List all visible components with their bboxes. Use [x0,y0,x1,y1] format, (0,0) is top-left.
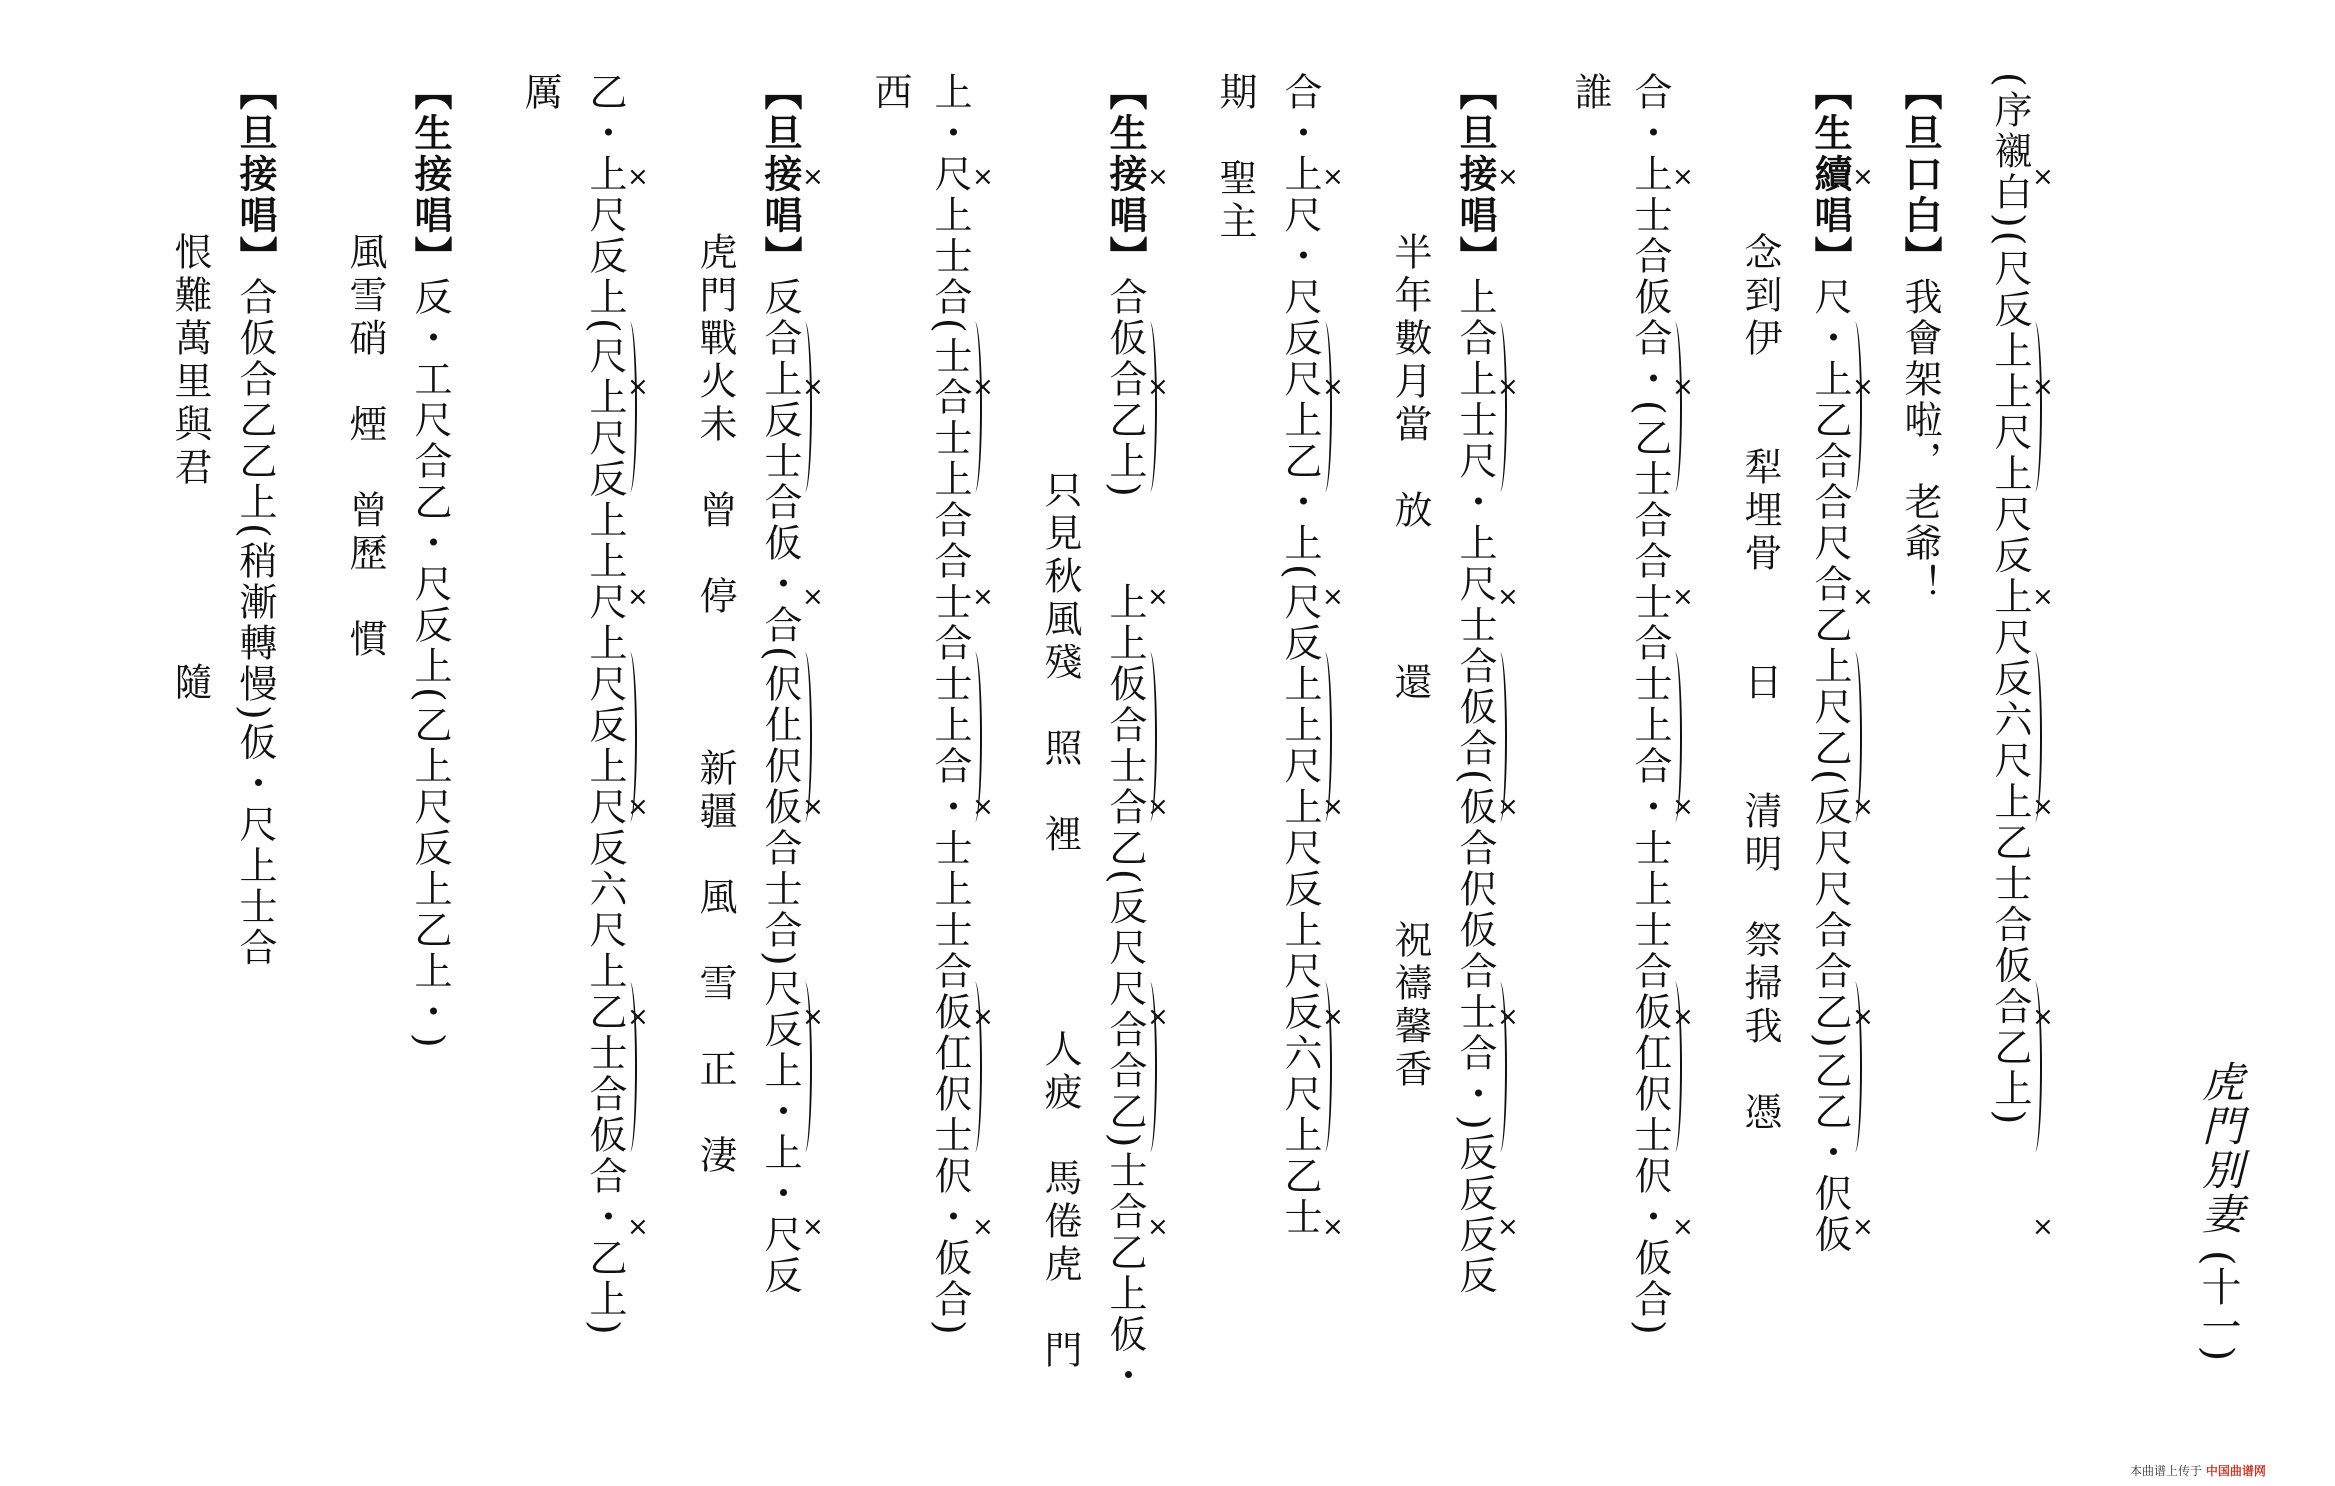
beat-mark-icon: × [1672,1212,1694,1242]
notation-column [1278,72,1322,1238]
slur-icon [1318,982,1332,1152]
lyric-column [868,72,912,115]
lyric-text: 只見秋風殘 照 裡 人疲 馬倦虎 門 [1038,470,1082,1373]
beat-mark-icon: × [627,372,649,402]
beat-mark-icon: × [1852,792,1874,822]
lyric-column [1568,72,1612,115]
beat-mark-icon: × [1322,162,1344,192]
beat-mark-icon: × [1852,1002,1874,1032]
beat-mark-icon: × [2032,1212,2054,1242]
beat-mark-icon: × [972,162,994,192]
beat-mark-icon: × [1497,582,1519,612]
beat-mark-icon: × [802,792,824,822]
beat-mark-icon: × [627,582,649,612]
notation-text: 上・尺上士合(士合士上合合士合士上合・士上士合仮仜伬士伬・仮合) [928,72,972,1338]
notation-column [233,72,278,969]
beat-mark-icon: × [1672,372,1694,402]
lyric-text: 虎門戰火未 曾 停 新疆 風 雪 正 淒 [693,232,737,1178]
notation-column [758,72,803,1297]
beat-mark-icon: × [2032,372,2054,402]
slur-icon [798,322,812,492]
role-marker: 【生接唱】 [1103,72,1148,277]
slur-icon [1848,652,1862,822]
lyric-text: 念到伊 犁埋骨 日 清明 祭掃我 憑 [1738,232,1782,1135]
lyric-column [1038,470,1082,1373]
lyric-column [1388,232,1432,1092]
beat-mark-icon: × [627,1212,649,1242]
slur-icon [623,982,637,1152]
slur-icon [968,652,982,822]
slur-icon [623,652,637,822]
slur-icon [1493,982,1507,1152]
lyric-text: 西 [868,72,912,115]
slur-icon [798,652,812,822]
beat-mark-icon: × [2032,162,2054,192]
beat-mark-icon: × [802,1212,824,1242]
beat-mark-icon: × [1852,582,1874,612]
slur-icon [1493,652,1507,822]
notation-column [1103,72,1148,1397]
slur-icon [2028,982,2042,1152]
lyric-column [1738,232,1782,1135]
lyric-column [168,232,212,705]
beat-mark-icon: × [1852,1212,1874,1242]
slur-icon [1848,982,1862,1152]
slur-icon [2028,322,2042,492]
role-marker: 【生接唱】 [408,72,453,277]
notation-column [1988,72,2032,1128]
notation-column [1628,72,1672,1338]
slur-icon [1668,322,1682,492]
slur-icon [1493,322,1507,492]
notation-column [583,72,627,1338]
lyric-text: 厲 [518,72,562,115]
beat-mark-icon: × [1147,792,1169,822]
footer-credit [2130,1462,2266,1479]
page-number: (十一) [2195,1250,2241,1362]
beat-mark-icon: × [1322,1212,1344,1242]
slur-icon [798,982,812,1152]
beat-mark-icon: × [627,1002,649,1032]
beat-mark-icon: × [1147,582,1169,612]
beat-mark-icon: × [1672,792,1694,822]
lyric-text: 誰 [1568,72,1612,115]
notation-text: 我會架啦，老爺！ [1898,277,1942,605]
slur-icon [2028,652,2042,822]
beat-mark-icon: × [1322,372,1344,402]
notation-column [1453,72,1498,1297]
beat-mark-icon: × [1497,1002,1519,1032]
beat-mark-icon: × [1497,792,1519,822]
slur-icon [1318,322,1332,492]
lyric-column [518,72,562,115]
beat-mark-icon: × [802,372,824,402]
notation-column [408,72,453,1051]
slur-icon [1848,322,1862,492]
role-marker: 【旦口白】 [1898,72,1943,277]
notation-text: 反・工尺合乙・尺反上(乙上尺反上乙上・) [408,277,452,1051]
lyric-text: 恨難萬里與君 隨 [168,232,212,705]
notation-text: (序襯白)(尺反上上尺上尺反上尺反六尺上乙士合仮合乙上) [1988,72,2032,1128]
role-marker: 【生續唱】 [1808,72,1853,277]
slur-icon [1668,652,1682,822]
beat-mark-icon: × [1147,1212,1169,1242]
beat-mark-icon: × [1672,1002,1694,1032]
beat-mark-icon: × [1497,1212,1519,1242]
slur-icon [623,322,637,492]
role-marker: 【旦接唱】 [233,72,278,277]
beat-mark-icon: × [1147,372,1169,402]
lyric-column [693,232,737,1178]
beat-mark-icon: × [972,372,994,402]
notation-column [928,72,972,1338]
beat-mark-icon: × [1672,582,1694,612]
lyric-text: 風雪硝 煙 曾歷 慣 [343,232,387,662]
lyric-text: 期 聖主 [1213,72,1257,244]
beat-mark-icon: × [1497,372,1519,402]
beat-mark-icon: × [1322,582,1344,612]
slur-icon [1143,982,1157,1152]
slur-icon [968,982,982,1152]
slur-icon [1143,652,1157,822]
footer-note: 本曲谱上传于 [2130,1464,2203,1478]
notation-column [1808,72,1853,1256]
beat-mark-icon: × [972,792,994,822]
notation-text: 合仮合乙上) 上上仮合士合乙(反尺尺合合乙)士合乙上仮・ [1103,277,1147,1397]
role-marker: 【旦接唱】 [758,72,803,277]
beat-mark-icon: × [1147,162,1169,192]
beat-mark-icon: × [2032,792,2054,822]
lyric-column [1213,72,1257,244]
beat-mark-icon: × [1147,1002,1169,1032]
slur-icon [1668,982,1682,1152]
beat-mark-icon: × [627,162,649,192]
notation-text: 上合上士尺・上尺士合仮合(仮合伬仮合士合・)反反反反 [1453,277,1497,1297]
beat-mark-icon: × [1852,372,1874,402]
slur-icon [1318,652,1332,822]
notation-column [1898,72,1943,605]
notation-text: 合・上尺・尺反尺上乙・上(尺反上上尺上尺反上尺反六尺上乙士 [1278,72,1322,1238]
footer-brand: 中国曲谱网 [2205,1464,2266,1478]
page-title: 虎門別妻 [2196,1060,2245,1236]
beat-mark-icon: × [1322,792,1344,822]
role-marker: 【旦接唱】 [1453,72,1498,277]
beat-mark-icon: × [802,162,824,192]
beat-mark-icon: × [972,582,994,612]
notation-text: 反合上反士合仮・合(伬仩伬仮合士合)尺反上・上・尺反 [758,277,802,1297]
notation-text: 合仮合乙乙上(稍漸轉慢)仮・尺上士合 [233,277,277,969]
lyric-text: 半年數月當 放 還 祝禱馨香 [1388,232,1432,1092]
beat-mark-icon: × [1497,162,1519,192]
slur-icon [968,322,982,492]
notation-text: 尺・上乙合合尺合乙上尺乙(反尺尺合合乙)乙乙・伬仮 [1808,277,1852,1256]
beat-mark-icon: × [1852,162,1874,192]
beat-mark-icon: × [1672,162,1694,192]
beat-mark-icon: × [972,1002,994,1032]
lyric-column [343,232,387,662]
beat-mark-icon: × [1322,1002,1344,1032]
beat-mark-icon: × [627,792,649,822]
beat-mark-icon: × [2032,582,2054,612]
beat-mark-icon: × [802,582,824,612]
beat-mark-icon: × [2032,1002,2054,1032]
slur-icon [1143,322,1157,492]
beat-mark-icon: × [972,1212,994,1242]
beat-mark-icon: × [802,1002,824,1032]
notation-text: 乙・上尺反上(尺上尺反上上尺上尺反上尺反六尺上乙士合仮合・乙上) [583,72,627,1338]
notation-text: 合・上士合仮合・(乙士合合士合士上合・士上士合仮仜伬士伬・仮合) [1628,72,1672,1338]
